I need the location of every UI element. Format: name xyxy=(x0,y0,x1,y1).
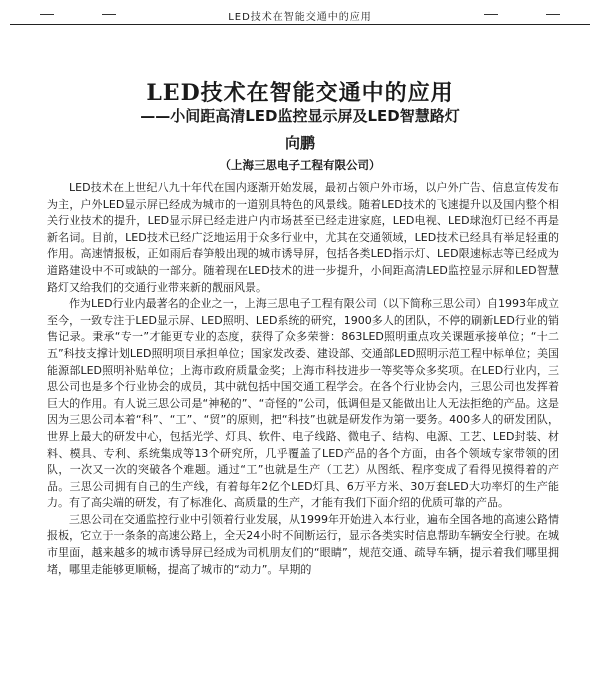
article-affiliation: （上海三思电子工程有限公司） xyxy=(219,158,381,172)
header-rule-mark xyxy=(546,14,560,15)
article-subtitle: ——小间距高清LED监控显示屏及LED智慧路灯 xyxy=(140,107,460,125)
article-title: LED技术在智能交通中的应用 xyxy=(146,80,454,106)
running-header xyxy=(10,0,590,25)
paragraph-traffic: 三思公司在交通监控行业中引领着行业发展，从1999年开始进入本行业，遍布全国各地的高速公路情报板，它立于一条条的高速公路上，全天24小时不间断运行，显示各类实时信息帮助车辆安全行驶。在城市里面，越来越多的城市诱导屏已经成为司机朋友们的“眼睛”，规范交通、疏导车辆，提示着我们哪里拥堵，哪里走能够更顺畅，提高了城市的“动力”。早期的 xyxy=(47,512,559,576)
article-body xyxy=(47,180,559,578)
running-title: LED技术在智能交通中的应用 xyxy=(228,12,372,23)
paragraph-company: 作为LED行业内最著名的企业之一，上海三思电子工程有限公司（以下简称三思公司）自1993年成立至今，一致专注于LED显示屏、LED照明、LED系统的研究，1900多人的团队，不停的刷新LED行业的销售记录。秉承“专一”才能更专业的态度，获得了众多荣誉：863LED照明重点攻关课题承接单位；“十二五”科技支撑计划LED照明项目承担单位；国家发改委、建设部、交通部LED照明示范工程中标单位；美国能源部LED照明补贴单位；上海市政府质量金奖；上海市科技进步一等奖等众多奖项。在LED行业内，三思公司也是多个行业协会的成员，其中就包括中国交通工程学会。在各个行业协会内，三思公司也发挥着巨大的作用。有人说三思公司是“神秘的”、“奇怪的”公司，低调但是又能做出让人无法拒绝的产品。这是因为三思公司本着“科”、“工”、“贸”的原则，把“科技”也就是研发作为第一要务。400多人的研发团队，世界上最大的研发中心，包括光学、灯具、软件、电子线路、微电子、结构、电源、工艺、LED封装、材料、模具、专利、系统集成等13个研究所，几乎覆盖了LED产品的各个方面，由各个领域专家带领的团队，一次又一次的突破各个难题。通过“工”也就是生产（工艺）从图纸、程序变成了看得见摸得着的产品。三思公司拥有自己的生产线，有着每年2亿个LED灯具、6万平方米、30万套LED大功率灯的生产能力。有了高尖端的研发，有了标准化、高质量的生产，才能有我们下面介绍的优质可靠的产品。 xyxy=(47,297,559,510)
article-author: 向鹏 xyxy=(284,134,315,152)
header-rule-mark xyxy=(484,14,498,15)
paragraph-intro: LED技术在上世纪八九十年代在国内逐渐开始发展，最初占领户外市场，以户外广告、信息宣传发布为主，户外LED显示屏已经成为城市的一道别具特色的风景线。随着LED技术的飞速提升以及国内整个相关行业技术的提升，LED显示屏已经走进户内市场甚至已经走进家庭，LED电视、LED球泡灯已经不再是新名词。目前，LED技术已经广泛地运用于众多行业中，尤其在交通领域，LED技术已经具有举足轻重的作用。高速情报板，正如雨后春笋般出现的城市诱导屏，包括各类LED指示灯、LED限速标志等已经成为道路建设中不可或缺的一部分。随着现在LED技术的进一步提升，小间距高清LED监控显示屏和LED智慧路灯又给我们的交通行业带来新的靓丽风景。 xyxy=(47,181,559,294)
